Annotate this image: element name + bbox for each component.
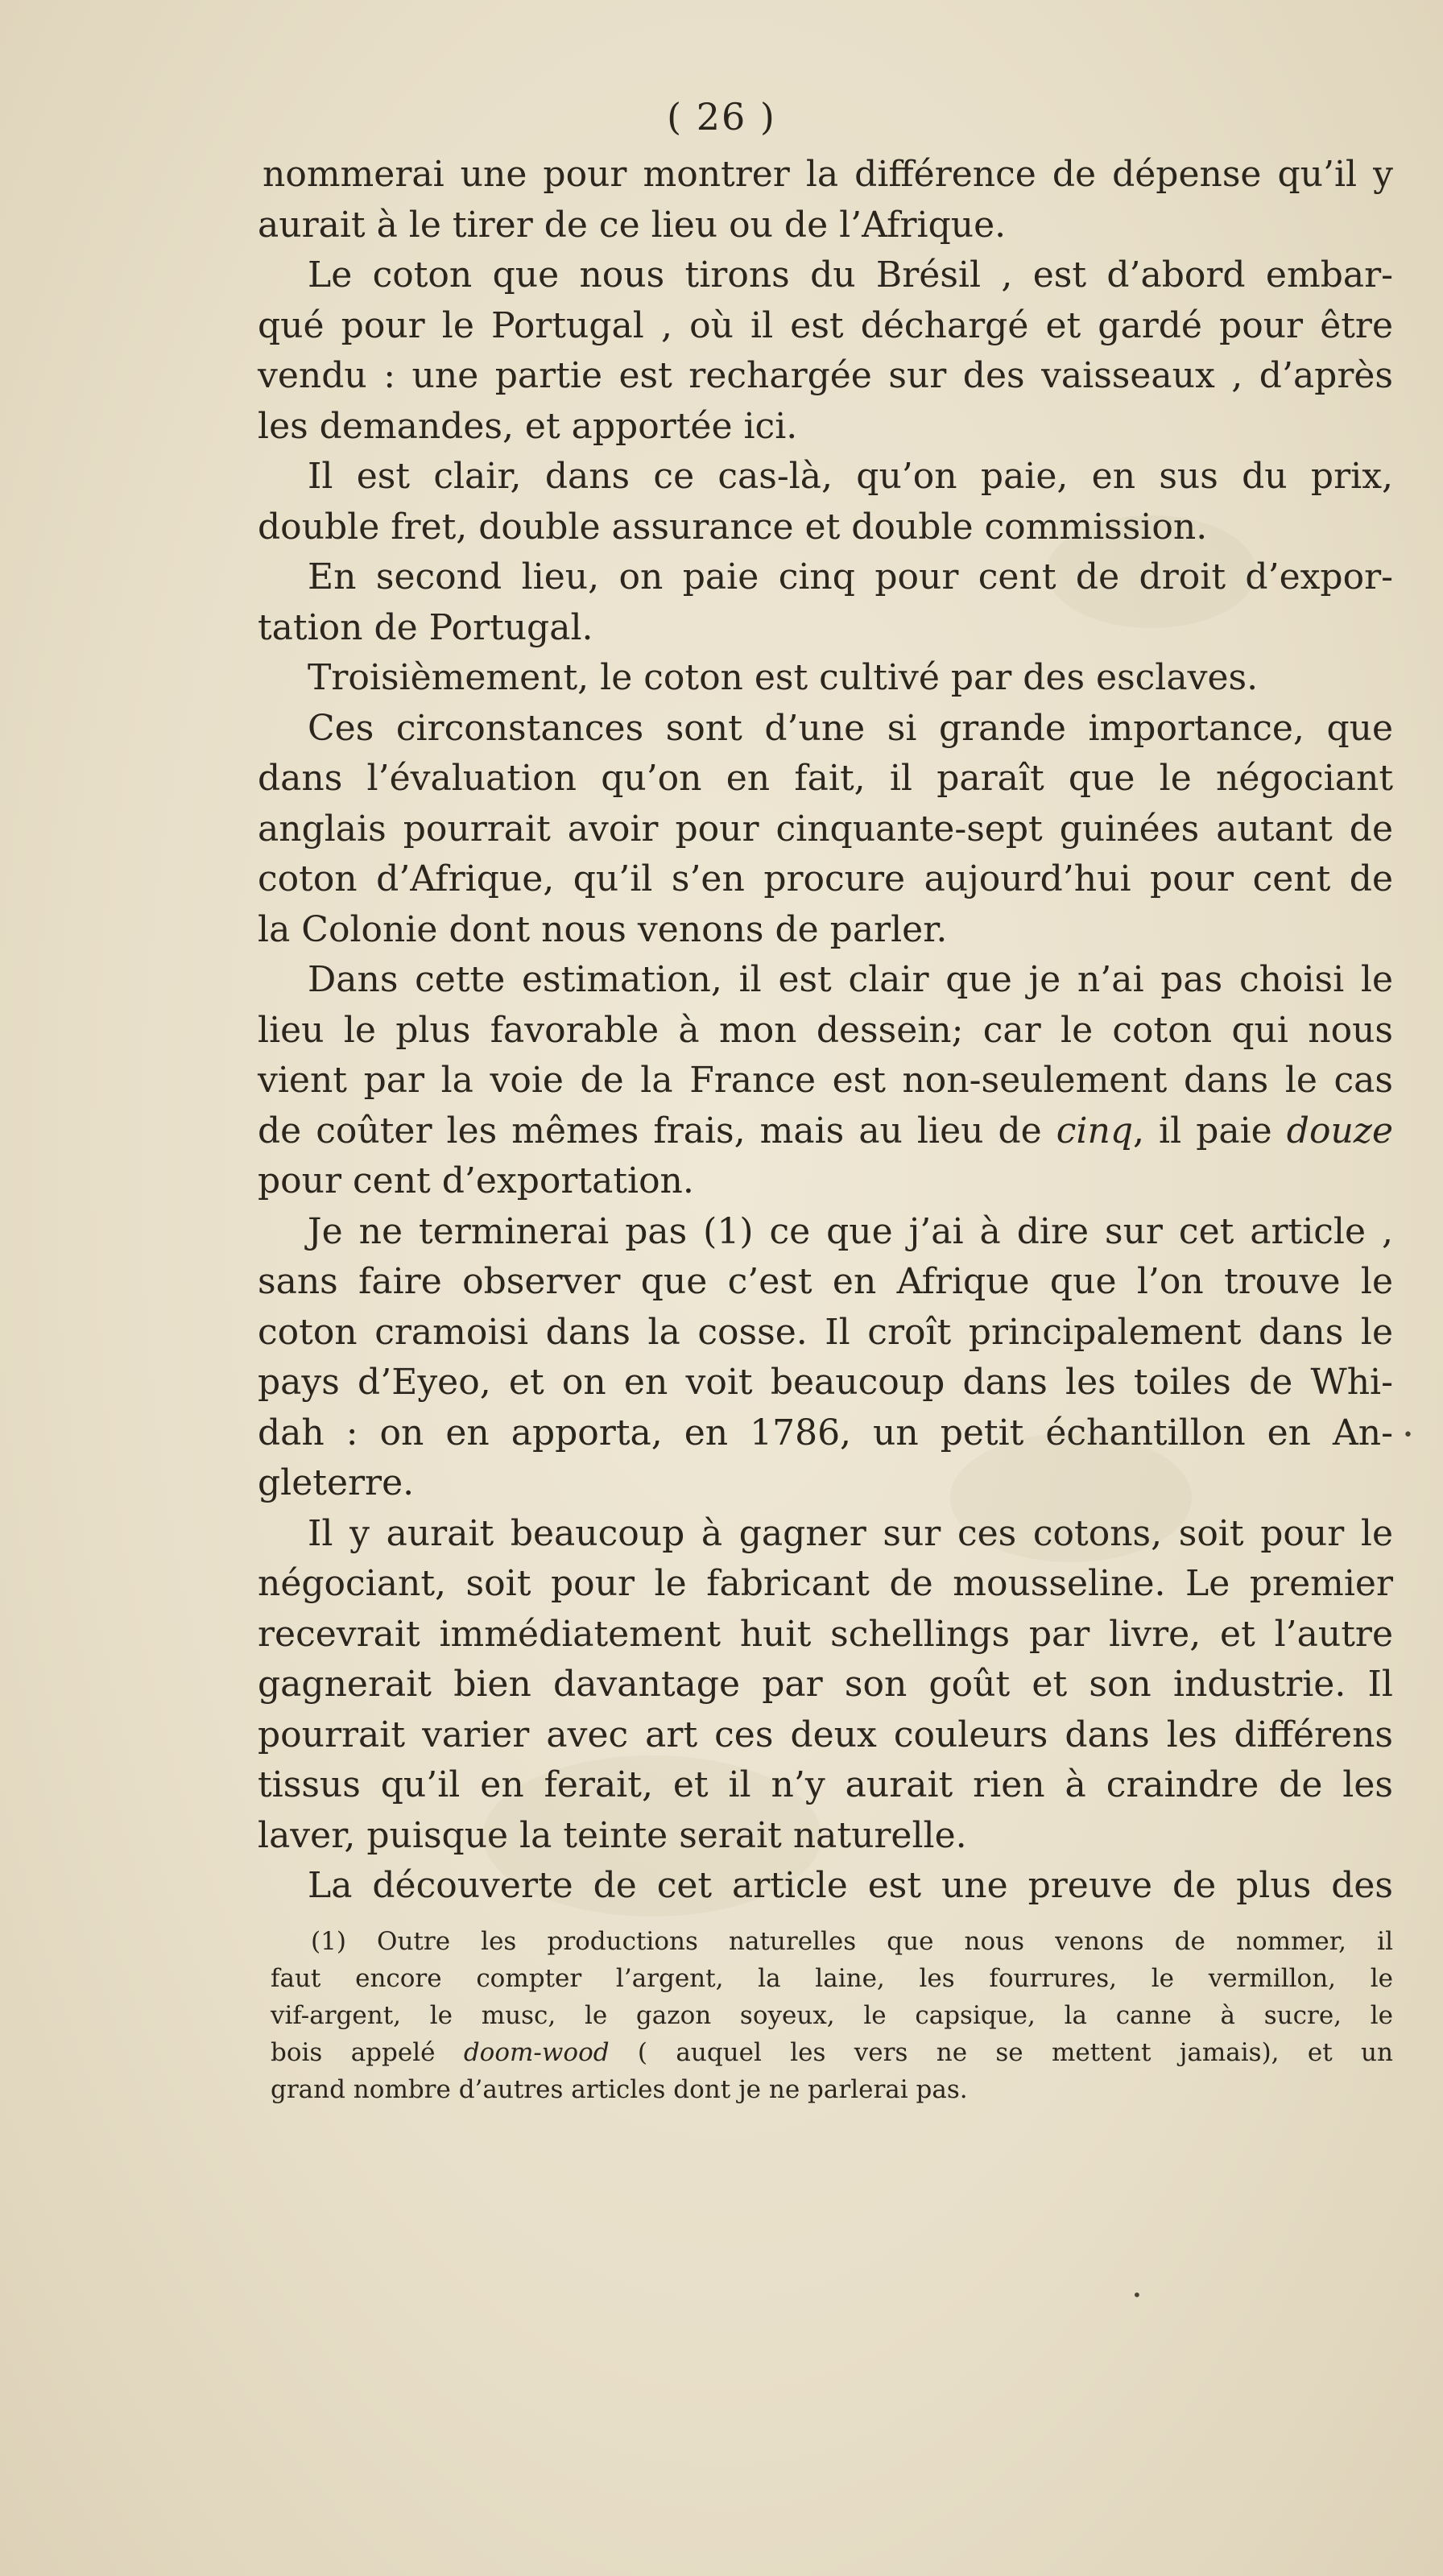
text-line: Dans cette estimation, il est clair que je n’ai pas choisi le xyxy=(308,959,1393,1000)
ink-speck: • xyxy=(1403,1425,1413,1445)
text-line: sans faire observer que c’est en Afrique que l’on trouve le xyxy=(258,1261,1393,1302)
text-line: nommerai une pour montrer la différence de dépense qu’il y xyxy=(263,154,1393,195)
text-line: aurait à le tirer de ce lieu ou de l’Afrique. xyxy=(258,204,1007,246)
footnote-line: faut encore compter l’argent, la laine, les fourrures, le vermillon, le xyxy=(271,1964,1393,1993)
text-line: dah : on en apporta, en 1786, un petit échantillon en An- xyxy=(258,1412,1393,1453)
body-text xyxy=(258,150,1393,1912)
text-line: Il est clair, dans ce cas-là, qu’on paie, en sus du prix, xyxy=(308,456,1393,497)
text-line: pays d’Eyeo, et on en voit beaucoup dans les toiles de Whi- xyxy=(258,1362,1393,1403)
text-line: Il y aurait beaucoup à gagner sur ces cotons, soit pour le xyxy=(308,1512,1393,1554)
text-line: En second lieu, on paie cinq pour cent de droit d’expor- xyxy=(308,556,1393,597)
text-line: pour cent d’exportation. xyxy=(258,1160,694,1201)
text-line: dans l’évaluation qu’on en fait, il paraît que le négociant xyxy=(258,758,1393,799)
text-line: tissus qu’il en ferait, et il n’y aurait rien à craindre de les xyxy=(258,1764,1393,1805)
text-line: gagnerait bien davantage par son goût et son industrie. Il xyxy=(258,1664,1393,1705)
text-line: La découverte de cet article est une preuve de plus des xyxy=(308,1865,1393,1906)
text-line: laver, puisque la teinte serait naturelle. xyxy=(258,1814,967,1856)
text-line: les demandes, et apportée ici. xyxy=(258,405,798,447)
text-line: anglais pourrait avoir pour cinquante-sept guinées autant de xyxy=(258,808,1393,850)
text-line: Le coton que nous tirons du Brésil , est d’abord embar- xyxy=(308,254,1393,296)
text-line: gleterre. xyxy=(258,1462,415,1503)
text-line: coton d’Afrique, qu’il s’en procure aujourd’hui pour cent de xyxy=(258,858,1393,899)
text-line: lieu le plus favorable à mon dessein; car le coton qui nous xyxy=(258,1009,1393,1051)
text-line: la Colonie dont nous venons de parler. xyxy=(258,908,948,950)
text-line: recevrait immédiatement huit schellings par livre, et l’autre xyxy=(258,1613,1393,1655)
text-line: coton cramoisi dans la cosse. Il croît principalement dans le xyxy=(258,1311,1393,1353)
page-number: ( 26 ) xyxy=(667,95,776,139)
text-line: de coûter les mêmes frais, mais au lieu de cinq, il paie douze xyxy=(258,1110,1393,1152)
footnote xyxy=(271,1923,1393,2108)
text-line: qué pour le Portugal , où il est déchargé et gardé pour être xyxy=(258,304,1393,346)
text-line: vient par la voie de la France est non-seulement dans le cas xyxy=(258,1060,1393,1101)
footnote-line: (1) Outre les productions naturelles que nous venons de nommer, il xyxy=(311,1927,1393,1956)
footnote-line: bois appelé doom-wood ( auquel les vers ne se mettent jamais), et un xyxy=(271,2038,1393,2067)
ink-speck: • xyxy=(1132,2285,1142,2305)
text-line: pourrait varier avec art ces deux couleurs dans les différens xyxy=(258,1714,1393,1755)
text-line: vendu : une partie est rechargée sur des vaisseaux , d’après xyxy=(258,355,1393,396)
text-line: Je ne terminerai pas (1) ce que j’ai à dire sur cet article , xyxy=(308,1210,1393,1252)
text-line: Troisièmement, le coton est cultivé par des esclaves. xyxy=(308,657,1259,698)
text-line: Ces circonstances sont d’une si grande importance, que xyxy=(308,707,1393,749)
text-line: tation de Portugal. xyxy=(258,606,593,648)
text-line: négociant, soit pour le fabricant de mousseline. Le premier xyxy=(258,1563,1393,1604)
footnote-line: vif-argent, le musc, le gazon soyeux, le capsique, la canne à sucre, le xyxy=(271,2001,1393,2030)
text-line: double fret, double assurance et double commission. xyxy=(258,506,1208,548)
footnote-line: grand nombre d’autres articles dont je ne parlerai pas. xyxy=(271,2075,968,2104)
